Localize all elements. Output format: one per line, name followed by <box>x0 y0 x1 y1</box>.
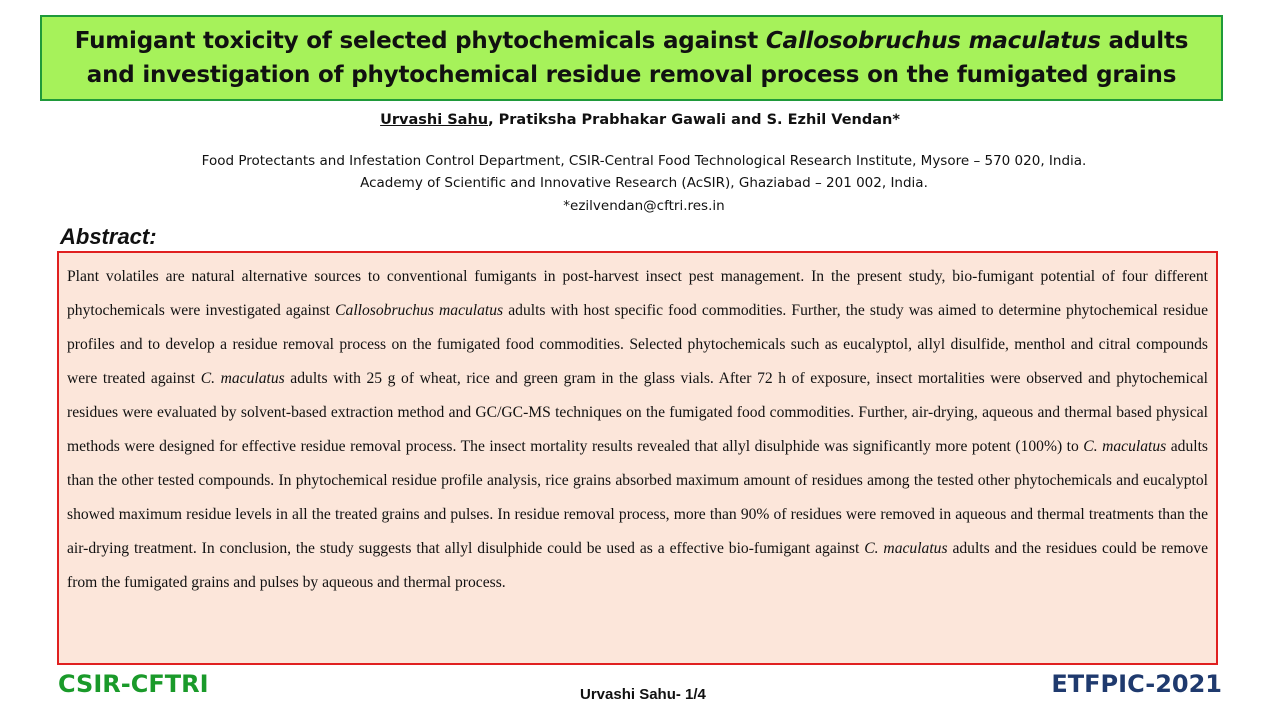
abstract-species-1: Callosobruchus maculatus <box>335 302 504 319</box>
abstract-heading: Abstract: <box>60 224 157 249</box>
author-list <box>0 112 1280 128</box>
slide-page-label: Urvashi Sahu- 1/4 <box>580 686 706 703</box>
abstract-part-5: adults and the residues could be remove from the fumigated grains and pulses by aqueous and thermal process. <box>67 540 1208 591</box>
abstract-part-3: adults with 25 g of wheat, rice and green gram in the glass vials. After 72 h of exposure, insect mortalities were observed and phytochemical residues were evaluated by solvent-based extraction method and GC/GC-MS techniques on the fumigated food commodities. Further, air-drying, aqueous and thermal based physical methods were designed for effective residue removal process. The insect mortality results revealed that allyl disulphide was significantly more potent (100%) to <box>67 370 1208 455</box>
title-text-1b: adults <box>1100 28 1189 54</box>
abstract-part-1: Plant volatiles are natural alternative sources to conventional fumigants in post-harvest insect pest management. In the present study, bio-fumigant potential of four different phytochemicals were investigated against <box>67 268 1208 319</box>
presenting-author: Urvashi Sahu <box>380 112 489 128</box>
corresponding-email: *ezilvendan@cftri.res.in <box>563 198 725 214</box>
affiliation-1: Food Protectants and Infestation Control Department, CSIR-Central Food Technological Research Institute, Mysore – 570 020, India. <box>201 153 1087 169</box>
institute-label: CSIR-CFTRI <box>58 670 209 698</box>
abstract-species-2: C. maculatus <box>200 370 285 387</box>
abstract-species-4: C. maculatus <box>864 540 948 557</box>
title-line-2: and investigation of phytochemical residue removal process on the fumigated grains <box>86 62 1177 88</box>
abstract-text <box>67 260 1208 600</box>
affiliation-2: Academy of Scientific and Innovative Research (AcSIR), Ghaziabad – 201 002, India. <box>360 175 928 191</box>
abstract-part-2: adults with host specific food commodities. Further, the study was aimed to determine phytochemical residue profiles and to develop a residue removal process on the fumigated food commodities. Selected phytochemicals such as eucalyptol, allyl disulfide, menthol and citral compounds were treated against <box>67 302 1208 387</box>
abstract-box <box>57 251 1218 665</box>
co-authors: , Pratiksha Prabhakar Gawali and S. Ezhil Vendan* <box>488 112 900 128</box>
title-text-1a: Fumigant toxicity of selected phytochemicals against <box>74 28 766 54</box>
title-line-1 <box>75 24 1189 58</box>
abstract-species-3: C. maculatus <box>1083 438 1167 455</box>
abstract-part-4: adults than the other tested compounds. In phytochemical residue profile analysis, rice grains absorbed maximum amount of residues among the tested other phytochemicals and eucalyptol showed maximum residue levels in all the treated grains and pulses. In residue removal process, more than 90% of residues were removed in aqueous and thermal treatments than the air-drying treatment. In conclusion, the study suggests that allyl disulphide could be used as a effective bio-fumigant against <box>67 438 1208 557</box>
conference-label: ETFPIC-2021 <box>1051 670 1222 698</box>
title-banner <box>40 15 1223 101</box>
title-species-name: Callosobruchus maculatus <box>765 28 1101 54</box>
